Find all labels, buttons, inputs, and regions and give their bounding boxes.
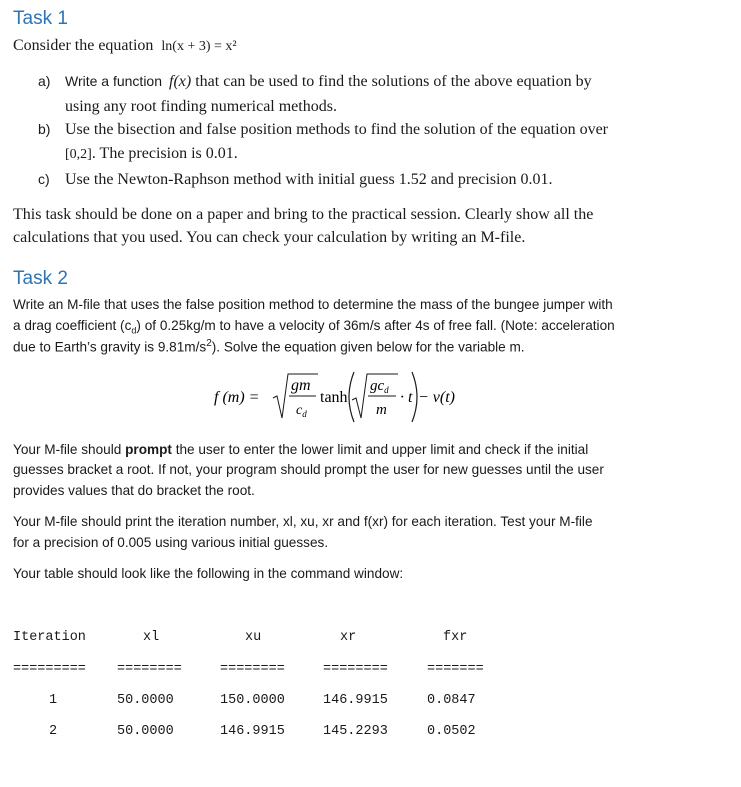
task2-para3-line2: for a precision of 0.005 using various initial guesses. xyxy=(13,535,329,550)
task2-para1-line1: Write an M-file that uses the false position method to determine the mass of the bungee jumper with xyxy=(13,297,613,312)
formula-rhs: − v(t) xyxy=(418,389,455,406)
table-cell-xl: 50.0000 xyxy=(117,724,174,739)
para2-bold-prompt: prompt xyxy=(125,442,172,457)
item-b-line2 xyxy=(65,145,238,163)
table-separator: ======= xyxy=(427,662,484,677)
task1-equation: ln(x + 3) = x² xyxy=(161,39,237,54)
frac1-den-text xyxy=(296,403,307,419)
item-b-line1: Use the bisection and false position methods to find the solution of the equation over xyxy=(65,121,609,138)
item-b-label: b) xyxy=(38,121,51,137)
task2-para1-line3 xyxy=(13,338,525,355)
para1-line3-b: ). Solve the equation given below for the variable m. xyxy=(211,339,525,355)
item-a-line2: using any root finding numerical methods. xyxy=(65,98,337,115)
frac1-numerator: gm xyxy=(291,377,311,394)
table-cell-iteration: 2 xyxy=(49,724,58,739)
table-cell-xl: 50.0000 xyxy=(117,693,174,708)
table-cell-xu: 150.0000 xyxy=(220,693,285,708)
item-a-label: a) xyxy=(38,73,51,89)
table-header-xl: xl xyxy=(143,630,160,645)
task1-note-line2: calculations that you used. You can check your calculation by writing an M-file. xyxy=(13,229,526,246)
task2-para1-line2 xyxy=(13,318,615,336)
formula-tanh: tanh xyxy=(320,389,348,406)
table-separator: ======== xyxy=(117,662,182,677)
table-separator: ======== xyxy=(220,662,285,677)
table-cell-iteration: 1 xyxy=(49,693,58,708)
para1-line2-b: ) of 0.25kg/m to have a velocity of 36m/s after 4s of free fall. (Note: acceleration xyxy=(136,318,615,333)
item-c-line1: Use the Newton-Raphson method with initial guess 1.52 and precision 0.01. xyxy=(65,171,553,188)
task2-para2-line3: provides values that do bracket the root. xyxy=(13,483,255,498)
para2-line1-a: Your M-file should xyxy=(13,442,122,457)
frac1-den: c xyxy=(296,403,303,418)
task2-heading: Task 2 xyxy=(13,268,68,289)
task1-note-line1: This task should be done on a paper and bring to the practical session. Clearly show all the xyxy=(13,206,594,223)
table-separator: ========= xyxy=(13,662,86,677)
table-header-xu: xu xyxy=(245,630,262,645)
close-paren xyxy=(412,372,417,422)
item-a-func: f(x) xyxy=(169,73,192,90)
task2-para4: Your table should look like the following in the command window: xyxy=(13,566,404,581)
para1-line2-sub: d xyxy=(131,325,137,336)
item-c-label: c) xyxy=(38,171,50,187)
task1-intro-text: Consider the equation xyxy=(13,37,154,54)
task1-heading: Task 1 xyxy=(13,8,68,29)
item-b-line2-rest: . The precision is 0.01. xyxy=(91,145,238,162)
table-header-xr: xr xyxy=(340,630,357,645)
task2-para3-line1: Your M-file should print the iteration number, xl, xu, xr and f(xr) for each iteration. Test your M-file xyxy=(13,514,593,529)
frac2-denominator: m xyxy=(376,402,387,418)
para2-line1-b: the user to enter the lower limit and upper limit and check if the initial xyxy=(175,442,589,457)
table-cell-xr: 146.9915 xyxy=(323,693,388,708)
formula-lhs: f (m) = xyxy=(214,389,260,406)
item-a-prefix: Write a function xyxy=(65,73,163,89)
task1-item-a xyxy=(38,73,592,91)
task2-para2-line1 xyxy=(13,442,588,457)
task1-item-c xyxy=(38,171,552,189)
frac1-den-sub: d xyxy=(302,409,307,419)
frac2-num-sub: d xyxy=(384,385,389,395)
para1-line3-a: due to Earth’s gravity is 9.81m/s xyxy=(13,339,207,355)
task1-intro xyxy=(13,37,237,55)
table-separator: ======== xyxy=(323,662,388,677)
para1-line3-sup: 2 xyxy=(206,338,212,349)
frac2-num: gc xyxy=(370,378,385,394)
table-cell-xu: 146.9915 xyxy=(220,724,285,739)
task1-item-b xyxy=(38,121,608,139)
table-cell-fxr: 0.0502 xyxy=(427,724,476,739)
para1-line2-a: a drag coefficient (c xyxy=(13,318,132,333)
item-a-rest: that can be used to find the solutions of the above equation by xyxy=(195,73,592,90)
formula-dot-t: · t xyxy=(400,389,413,406)
frac2-num-text xyxy=(370,378,389,395)
table-header-fxr: fxr xyxy=(443,630,468,645)
table-header-iteration: Iteration xyxy=(13,630,86,645)
table-cell-fxr: 0.0847 xyxy=(427,693,476,708)
open-paren xyxy=(349,372,354,422)
task2-para2-line2: guesses bracket a root. If not, your program should prompt the user for new guesses until the user xyxy=(13,462,604,477)
table-cell-xr: 145.2293 xyxy=(323,724,388,739)
item-b-interval: [0,2] xyxy=(65,147,92,162)
bungee-formula xyxy=(210,368,470,426)
